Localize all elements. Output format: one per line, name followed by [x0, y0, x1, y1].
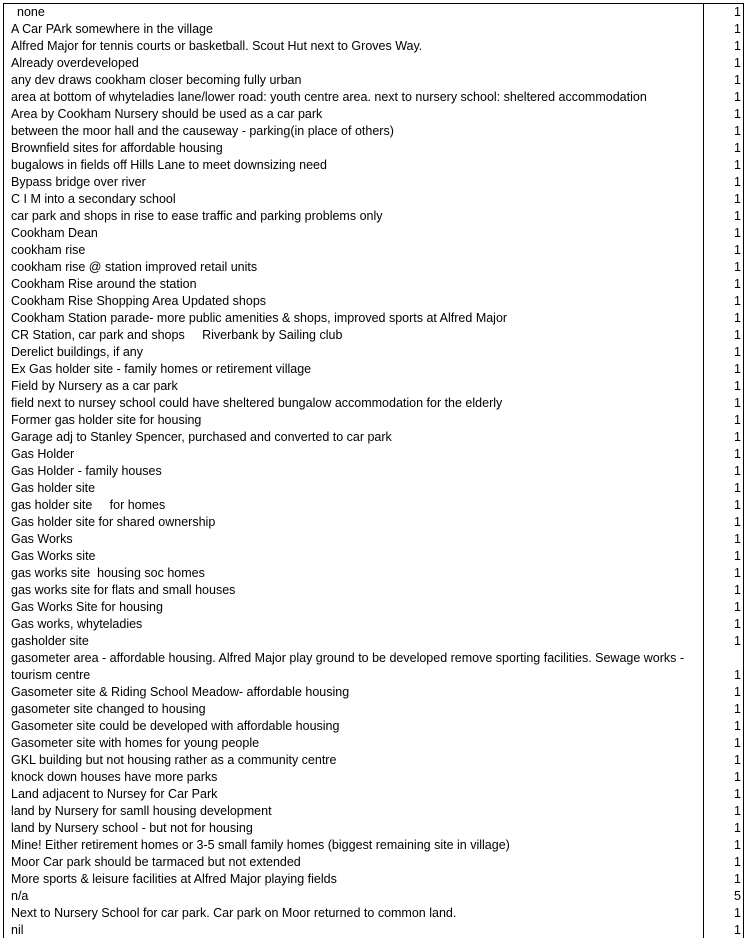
response-text: Gasometer site with homes for young people: [11, 736, 260, 750]
response-text: Cookham Dean: [11, 226, 98, 240]
response-count: 1: [734, 243, 741, 257]
response-count: 1: [734, 736, 741, 750]
response-text: nil: [11, 923, 24, 937]
table-row: [4, 905, 743, 922]
response-text: Gasometer site & Riding School Meadow- affordable housing: [11, 685, 350, 699]
response-count: 1: [734, 141, 741, 155]
response-count: 1: [734, 923, 741, 937]
table-row: [4, 208, 743, 225]
response-text: A Car PArk somewhere in the village: [11, 22, 213, 36]
response-text: Gas works, whyteladies: [11, 617, 143, 631]
response-text: gas works site housing soc homes: [11, 566, 205, 580]
response-count: 1: [734, 277, 741, 291]
response-count: 1: [734, 430, 741, 444]
response-count: 1: [734, 787, 741, 801]
response-text: CR Station, car park and shops Riverbank by Sailing club: [11, 328, 343, 342]
response-count: 1: [734, 583, 741, 597]
response-count: 1: [734, 532, 741, 546]
response-count: 1: [734, 413, 741, 427]
table-row: [4, 514, 743, 531]
response-text: Area by Cookham Nursery should be used as a car park: [11, 107, 323, 121]
table-row: [4, 480, 743, 497]
response-text: between the moor hall and the causeway - parking(in place of others): [11, 124, 394, 138]
response-text: C I M into a secondary school: [11, 192, 176, 206]
table-row: [4, 429, 743, 446]
table-row: [4, 531, 743, 548]
table-row: [4, 327, 743, 344]
response-text: Already overdeveloped: [11, 56, 139, 70]
response-count: 1: [734, 702, 741, 716]
response-count: 1: [734, 753, 741, 767]
response-count: 1: [734, 549, 741, 563]
table-row: [4, 803, 743, 820]
table-row: [4, 684, 743, 701]
response-count: 1: [734, 192, 741, 206]
response-count: 1: [734, 90, 741, 104]
table-row: [4, 548, 743, 565]
table-row: [4, 293, 743, 310]
response-text: gasometer site changed to housing: [11, 702, 206, 716]
response-text: Mine! Either retirement homes or 3-5 small family homes (biggest remaining site in village): [11, 838, 510, 852]
response-text: gas works site for flats and small houses: [11, 583, 236, 597]
response-text: Gas Holder: [11, 447, 75, 461]
response-text: Brownfield sites for affordable housing: [11, 141, 223, 155]
table-row: [4, 752, 743, 769]
table-row: [4, 650, 743, 684]
response-text: cookham rise: [11, 243, 86, 257]
table-row: [4, 259, 743, 276]
table-body: [4, 4, 743, 938]
table-row: [4, 463, 743, 480]
response-text: Gas Works Site for housing: [11, 600, 163, 614]
table-row: [4, 106, 743, 123]
response-count: 1: [734, 617, 741, 631]
response-count: 1: [734, 906, 741, 920]
response-text: any dev draws cookham closer becoming fully urban: [11, 73, 302, 87]
response-count: 1: [734, 872, 741, 886]
response-text: Land adjacent to Nursey for Car Park: [11, 787, 218, 801]
response-text: Ex Gas holder site - family homes or retirement village: [11, 362, 312, 376]
table-row: [4, 242, 743, 259]
response-count: 1: [734, 770, 741, 784]
response-count: 1: [734, 498, 741, 512]
response-count: 1: [734, 56, 741, 70]
response-count: 1: [734, 855, 741, 869]
response-text: More sports & leisure facilities at Alfred Major playing fields: [11, 872, 337, 886]
table-row: [4, 72, 743, 89]
response-count: 1: [734, 328, 741, 342]
table-row: [4, 497, 743, 514]
response-count: 1: [734, 124, 741, 138]
table-row: [4, 276, 743, 293]
response-text: gasometer area - affordable housing. Alfred Major play ground to be developed remove sporting facilities. Sewage works - tourism centre: [11, 651, 685, 682]
table-row: [4, 140, 743, 157]
response-text: knock down houses have more parks: [11, 770, 218, 784]
table-row: [4, 378, 743, 395]
response-text: land by Nursery for samll housing development: [11, 804, 272, 818]
table-row: [4, 837, 743, 854]
table-row: [4, 174, 743, 191]
table-row: [4, 123, 743, 140]
response-count: 1: [734, 158, 741, 172]
response-text: Gas holder site: [11, 481, 96, 495]
response-count: 1: [734, 464, 741, 478]
response-text: Bypass bridge over river: [11, 175, 146, 189]
table-row: [4, 361, 743, 378]
table-row: [4, 89, 743, 106]
table-row: [4, 412, 743, 429]
table-row: [4, 786, 743, 803]
response-text: Next to Nursery School for car park. Car park on Moor returned to common land.: [11, 906, 457, 920]
response-count: 1: [734, 685, 741, 699]
response-count: 1: [734, 362, 741, 376]
response-count: 1: [734, 600, 741, 614]
table-row: [4, 871, 743, 888]
table-row: [4, 735, 743, 752]
response-text: Gas Works: [11, 532, 73, 546]
table-row: [4, 854, 743, 871]
response-count: 1: [734, 209, 741, 223]
response-count: 1: [734, 175, 741, 189]
response-text: none: [17, 5, 45, 19]
table-row: [4, 446, 743, 463]
table-row: [4, 344, 743, 361]
response-text: cookham rise @ station improved retail units: [11, 260, 258, 274]
table-row: [4, 599, 743, 616]
table-row: [4, 582, 743, 599]
response-count: 1: [734, 821, 741, 835]
response-count: 1: [734, 22, 741, 36]
response-text: GKL building but not housing rather as a community centre: [11, 753, 337, 767]
response-text: bugalows in fields off Hills Lane to meet downsizing need: [11, 158, 327, 172]
response-count: 1: [734, 804, 741, 818]
table-row: [4, 565, 743, 582]
response-count: 1: [734, 39, 741, 53]
response-count: 1: [734, 5, 741, 19]
table-row: [4, 225, 743, 242]
response-count: 1: [734, 447, 741, 461]
table-row: [4, 395, 743, 412]
response-count: 1: [734, 566, 741, 580]
response-text: Gas Works site: [11, 549, 96, 563]
response-count: 1: [734, 73, 741, 87]
response-count: 1: [734, 481, 741, 495]
response-text: gas holder site for homes: [11, 498, 166, 512]
table-row: [4, 55, 743, 72]
response-text: Former gas holder site for housing: [11, 413, 202, 427]
table-row: [4, 633, 743, 650]
response-text: Alfred Major for tennis courts or basketball. Scout Hut next to Groves Way.: [11, 39, 423, 53]
table-row: [4, 38, 743, 55]
responses-table: [3, 3, 744, 938]
response-count: 1: [734, 226, 741, 240]
response-text: Moor Car park should be tarmaced but not extended: [11, 855, 301, 869]
response-text: Gasometer site could be developed with affordable housing: [11, 719, 340, 733]
response-text: land by Nursery school - but not for housing: [11, 821, 253, 835]
table-row: [4, 310, 743, 327]
response-count: 1: [734, 311, 741, 325]
response-text: Garage adj to Stanley Spencer, purchased and converted to car park: [11, 430, 392, 444]
table-row: [4, 616, 743, 633]
response-text: Cookham Rise Shopping Area Updated shops: [11, 294, 267, 308]
table-row: [4, 769, 743, 786]
response-count: 1: [734, 294, 741, 308]
table-row: [4, 922, 743, 938]
table-row: [4, 157, 743, 174]
response-text: gasholder site: [11, 634, 89, 648]
response-count: 5: [734, 889, 741, 903]
response-text: area at bottom of whyteladies lane/lower road: youth centre area. next to nursery school: sheltered accommodation: [11, 90, 647, 104]
table-row: [4, 820, 743, 837]
response-text: field next to nursey school could have sheltered bungalow accommodation for the elderly: [11, 396, 503, 410]
response-count: 1: [734, 668, 741, 682]
table-row: [4, 888, 743, 905]
response-count: 1: [734, 634, 741, 648]
response-count: 1: [734, 396, 741, 410]
table-row: [4, 21, 743, 38]
table-row: [4, 4, 743, 21]
response-count: 1: [734, 107, 741, 121]
response-count: 1: [734, 838, 741, 852]
response-text: Gas holder site for shared ownership: [11, 515, 216, 529]
response-text: Derelict buildings, if any: [11, 345, 144, 359]
response-text: Gas Holder - family houses: [11, 464, 162, 478]
response-count: 1: [734, 515, 741, 529]
response-count: 1: [734, 345, 741, 359]
response-count: 1: [734, 719, 741, 733]
response-text: Field by Nursery as a car park: [11, 379, 178, 393]
response-text: n/a: [11, 889, 29, 903]
response-text: Cookham Rise around the station: [11, 277, 197, 291]
response-count: 1: [734, 379, 741, 393]
response-text: car park and shops in rise to ease traffic and parking problems only: [11, 209, 383, 223]
table-row: [4, 191, 743, 208]
response-count: 1: [734, 260, 741, 274]
table-row: [4, 701, 743, 718]
table-row: [4, 718, 743, 735]
response-text: Cookham Station parade- more public amenities & shops, improved sports at Alfred Major: [11, 311, 508, 325]
